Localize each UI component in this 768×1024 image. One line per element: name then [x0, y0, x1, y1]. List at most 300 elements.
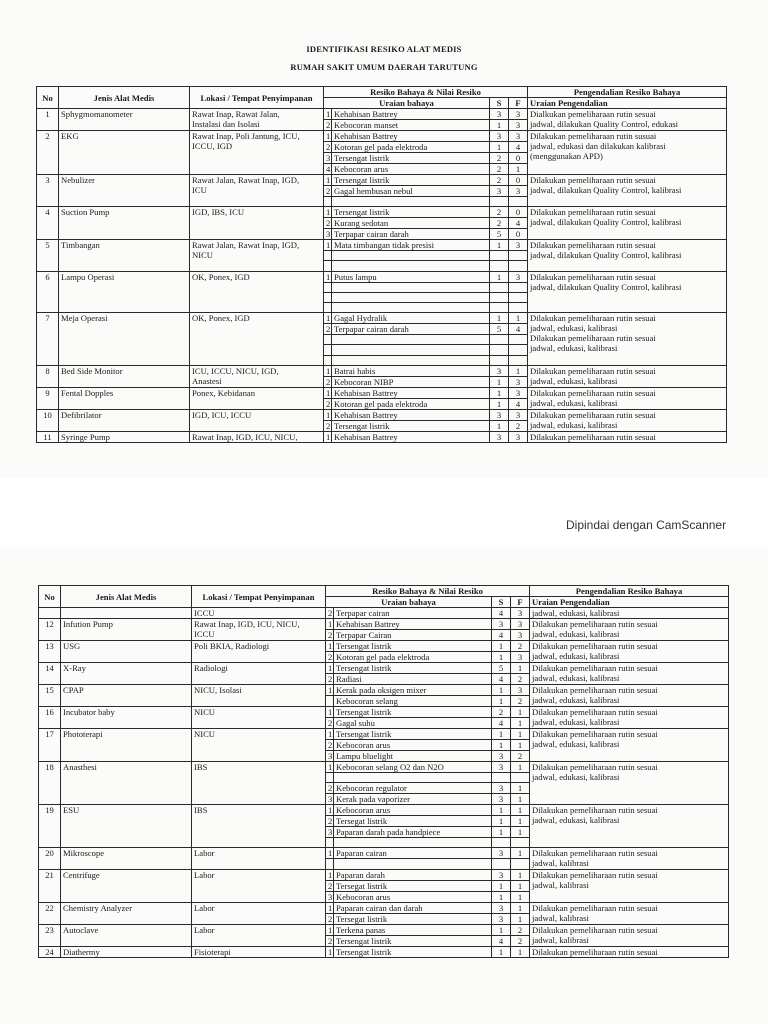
severity-value: 2 — [490, 175, 509, 186]
hazard-description: Kehabisan Battrey — [332, 409, 490, 420]
frequency-value: 0 — [509, 229, 528, 240]
hazard-description: Tersengat listrik — [334, 641, 492, 652]
frequency-value: 1 — [511, 718, 530, 729]
frequency-value: 1 — [511, 816, 530, 827]
control-description: Dilakukan pemeliharaan rutin sesuai — [528, 431, 727, 442]
hazard-index — [326, 696, 334, 707]
header-row — [37, 87, 727, 98]
location: Rawat Jalan, Rawat Inap, IGD, NICU — [190, 240, 324, 271]
control-description: Dialkukan pemeliharaan rutin sesuai jadwal, dilakukan Quality Control, edukasi — [528, 109, 727, 131]
row-number: 5 — [37, 240, 59, 271]
hazard-description: Kotoran gel pada elektroda — [334, 652, 492, 663]
frequency-value: 3 — [509, 431, 528, 442]
frequency-value — [509, 282, 528, 292]
frequency-value: 1 — [509, 365, 528, 376]
control-description: Dilakukan pemeliharaan rutin sesuai jadwal, edukasi, kalibrasi — [528, 365, 727, 387]
location: ICCU — [192, 608, 326, 619]
frequency-value — [509, 197, 528, 207]
hazard-index: 4 — [324, 164, 332, 175]
location: NICU — [192, 707, 326, 729]
hazard-description: Tersengat listrik — [332, 207, 490, 218]
device-name: Suction Pump — [59, 207, 190, 240]
table-row — [37, 109, 727, 120]
frequency-value: 3 — [509, 120, 528, 131]
column-header-no: No — [37, 87, 59, 109]
frequency-value: 1 — [511, 794, 530, 805]
frequency-value: 3 — [509, 186, 528, 197]
frequency-value: 3 — [511, 685, 530, 696]
hazard-description: Tersengat listrik — [332, 420, 490, 431]
hazard-description: Kehabisan Battrey — [334, 619, 492, 630]
frequency-value: 1 — [511, 891, 530, 902]
frequency-value: 3 — [511, 652, 530, 663]
location: IGD, IBS, ICU — [190, 207, 324, 240]
frequency-value: 0 — [509, 175, 528, 186]
hazard-index — [324, 282, 332, 292]
hazard-description: Tersengat listrik — [332, 153, 490, 164]
hazard-index: 1 — [324, 240, 332, 251]
severity-value: 5 — [490, 229, 509, 240]
hazard-index: 2 — [326, 652, 334, 663]
hazard-index — [324, 292, 332, 302]
row-number: 8 — [37, 365, 59, 387]
frequency-value: 1 — [509, 313, 528, 324]
hazard-index: 1 — [324, 313, 332, 324]
hazard-index: 1 — [324, 131, 332, 142]
hazard-description: Kurang sedotan — [332, 218, 490, 229]
hazard-description: Kerak pada oksigen mixer — [334, 685, 492, 696]
device-name: Mikroscope — [61, 848, 192, 869]
hazard-index: 1 — [326, 848, 334, 859]
column-header-jenis: Jenis Alat Medis — [61, 586, 192, 608]
table-row — [39, 869, 729, 880]
control-description: Dilakukan pemeliharaan rutin sesuai jadwal, kalibrasi — [530, 924, 729, 946]
location: Ponex, Kebidanan — [190, 387, 324, 409]
hazard-index: 3 — [324, 153, 332, 164]
control-description: Dilakukan pemeliharaan rutin sesuai jadwal, edukasi, kalibrasi — [530, 805, 729, 848]
hazard-description: Kebocoran selang O2 dan N2O — [334, 762, 492, 773]
hazard-description: Kebocoran selang — [334, 696, 492, 707]
column-header-f: F — [509, 98, 528, 109]
severity-value: 2 — [490, 164, 509, 175]
hazard-index — [324, 345, 332, 355]
row-number: 24 — [39, 946, 61, 957]
severity-value: 3 — [492, 783, 511, 794]
hazard-index: 1 — [326, 729, 334, 740]
hazard-description: Kotoran gel pada elektroda — [332, 398, 490, 409]
location: Labor — [192, 848, 326, 869]
column-header-f: F — [511, 597, 530, 608]
hazard-index: 1 — [326, 663, 334, 674]
severity-value: 4 — [492, 674, 511, 685]
risk-table-page-1 — [36, 86, 727, 443]
location: OK, Ponex, IGD — [190, 271, 324, 313]
hazard-index — [324, 335, 332, 345]
table-row — [37, 207, 727, 218]
hazard-index: 2 — [324, 218, 332, 229]
hazard-index: 3 — [324, 229, 332, 240]
severity-value: 1 — [490, 376, 509, 387]
row-number: 23 — [39, 924, 61, 946]
scan-page-2 — [0, 545, 768, 1024]
hazard-index: 2 — [326, 608, 334, 619]
hazard-description: Radiasi — [334, 674, 492, 685]
device-name: X-Ray — [61, 663, 192, 685]
frequency-value: 4 — [509, 324, 528, 335]
severity-value: 1 — [492, 729, 511, 740]
severity-value: 1 — [490, 271, 509, 282]
table-row — [39, 848, 729, 859]
control-description: Dilakukan pemeliharaan rutin sesuai jadwal, kalibrasi — [530, 848, 729, 869]
table-row — [39, 663, 729, 674]
hazard-description: Tersegat listrik — [334, 880, 492, 891]
severity-value: 1 — [492, 827, 511, 838]
frequency-value: 1 — [511, 707, 530, 718]
location: IBS — [192, 805, 326, 848]
hazard-description: Kehabisan Battrey — [332, 109, 490, 120]
control-description: Dilakukan pemeliharaan rutin sesuai jadwal, edukasi, kalibrasi — [528, 387, 727, 409]
row-number: 17 — [39, 729, 61, 762]
document-subtitle: RUMAH SAKIT UMUM DAERAH TARUTUNG — [290, 62, 478, 72]
hazard-description: Tersengat listrik — [334, 729, 492, 740]
header-row — [39, 586, 729, 597]
hazard-description: Kebocoran arus — [334, 805, 492, 816]
hazard-index: 2 — [324, 186, 332, 197]
column-header-pengendalian: Pengendalian Resiko Bahaya — [530, 586, 729, 597]
hazard-description: Mata timbangan tidak presisi — [332, 240, 490, 251]
hazard-description: Kehabisan Battrey — [332, 131, 490, 142]
control-description: Dilakukan pemeliharaan rutin sesuai jadwal, edukasi, kalibrasi — [530, 663, 729, 685]
table-row — [39, 805, 729, 816]
hazard-index: 2 — [324, 420, 332, 431]
device-name: Phototerapi — [61, 729, 192, 762]
device-name: Syringe Pump — [59, 431, 190, 442]
hazard-index — [326, 773, 334, 783]
device-name: Incubator baby — [61, 707, 192, 729]
device-name: Nebulizer — [59, 175, 190, 207]
hazard-description: Kotoran gel pada elektroda — [332, 142, 490, 153]
table-row — [37, 131, 727, 142]
severity-value: 1 — [490, 240, 509, 251]
hazard-description — [332, 335, 490, 345]
hazard-index: 1 — [326, 707, 334, 718]
severity-value — [490, 282, 509, 292]
hazard-index: 1 — [326, 946, 334, 957]
hazard-description: Terkena panas — [334, 924, 492, 935]
frequency-value — [511, 773, 530, 783]
hazard-index: 1 — [326, 869, 334, 880]
severity-value: 1 — [492, 652, 511, 663]
control-description: Dilakukan pemeliharaan rutin sesuai jadwal, edukasi, kalibrasi — [530, 619, 729, 641]
hazard-description: Paparan darah — [334, 869, 492, 880]
column-header-uraian-bahaya: Uraian bahaya — [326, 597, 492, 608]
hazard-description: Batrai habis — [332, 365, 490, 376]
hazard-description: Tersengat listrik — [332, 175, 490, 186]
hazard-description: Paparan cairan dan darah — [334, 902, 492, 913]
column-header-jenis: Jenis Alat Medis — [59, 87, 190, 109]
frequency-value: 2 — [511, 674, 530, 685]
severity-value: 1 — [490, 387, 509, 398]
row-number: 15 — [39, 685, 61, 707]
row-number: 13 — [39, 641, 61, 663]
severity-value: 4 — [492, 608, 511, 619]
hazard-index: 1 — [324, 409, 332, 420]
control-description: Dilakukan pemeliharaan rutin sesuai — [530, 946, 729, 957]
hazard-index: 3 — [326, 751, 334, 762]
frequency-value — [509, 261, 528, 271]
control-description: Dilakukan pemeliharaan rutin sesuai jadwal, kalibrasi — [530, 902, 729, 924]
frequency-value: 3 — [509, 109, 528, 120]
control-description: Dilakukan pemeliharaan rutin sesuai jadwal, dilakukan Quality Control, kalibrasi — [528, 271, 727, 313]
control-description: Dilakukan pemeliharaan rutin sesuai jadwal, edukasi, kalibrasi — [530, 707, 729, 729]
severity-value: 3 — [492, 913, 511, 924]
hazard-description: Paparan cairan — [334, 848, 492, 859]
severity-value: 3 — [490, 109, 509, 120]
hazard-index: 1 — [326, 641, 334, 652]
row-number — [39, 608, 61, 619]
table-row — [39, 608, 729, 619]
hazard-index: 2 — [326, 630, 334, 641]
severity-value — [490, 345, 509, 355]
frequency-value: 1 — [511, 869, 530, 880]
location: Rawat Inap, IGD, ICU, NICU, ICCU — [192, 619, 326, 641]
column-header-resiko: Resiko Bahaya & Nilai Resiko — [324, 87, 528, 98]
hazard-description: Gagal suhu — [334, 718, 492, 729]
column-header-resiko: Resiko Bahaya & Nilai Resiko — [326, 586, 530, 597]
row-number: 16 — [39, 707, 61, 729]
frequency-value: 1 — [511, 946, 530, 957]
severity-value: 5 — [490, 324, 509, 335]
column-header-uraian-pengendalian: Uraian Pengendalian — [530, 597, 729, 608]
severity-value: 3 — [490, 365, 509, 376]
frequency-value: 3 — [509, 240, 528, 251]
frequency-value: 4 — [509, 142, 528, 153]
hazard-description: Kebocoran regulator — [334, 783, 492, 794]
hazard-index — [324, 197, 332, 207]
severity-value: 3 — [490, 186, 509, 197]
hazard-description: Gagal hembusan nebul — [332, 186, 490, 197]
row-number: 9 — [37, 387, 59, 409]
location: Radiologi — [192, 663, 326, 685]
severity-value: 3 — [490, 431, 509, 442]
hazard-description — [334, 773, 492, 783]
hazard-description — [332, 197, 490, 207]
control-description: Dilakukan pemeliharaan rutin sesuai jadwal, edukasi, kalibrasi Dilakukan pemeliharaan rutin sesuai jadwal, edukasi, kalibrasi — [528, 313, 727, 366]
frequency-value: 1 — [511, 805, 530, 816]
column-header-pengendalian: Pengendalian Resiko Bahaya — [528, 87, 727, 98]
severity-value: 5 — [492, 663, 511, 674]
hazard-description: Kerak pada vaporizer — [334, 794, 492, 805]
hazard-description — [332, 302, 490, 312]
hazard-description — [332, 292, 490, 302]
control-description: Dilakukan pemeliharaan rutin sesuai jadwal, edukasi, kalibrasi — [530, 729, 729, 762]
frequency-value: 3 — [509, 271, 528, 282]
hazard-description: Tersengat listrik — [334, 946, 492, 957]
hazard-index: 3 — [326, 794, 334, 805]
severity-value — [492, 859, 511, 869]
frequency-value: 0 — [509, 153, 528, 164]
frequency-value: 1 — [511, 902, 530, 913]
frequency-value: 3 — [509, 376, 528, 387]
risk-table-page-2 — [38, 585, 729, 958]
hazard-index: 3 — [326, 827, 334, 838]
severity-value: 1 — [490, 313, 509, 324]
severity-value: 3 — [492, 902, 511, 913]
hazard-description — [334, 838, 492, 848]
severity-value: 4 — [492, 630, 511, 641]
table-row — [37, 313, 727, 324]
location: IBS — [192, 762, 326, 805]
frequency-value — [511, 838, 530, 848]
frequency-value: 3 — [511, 619, 530, 630]
device-name: Defibrilator — [59, 409, 190, 431]
severity-value: 1 — [492, 946, 511, 957]
severity-value: 3 — [490, 409, 509, 420]
location: NICU — [192, 729, 326, 762]
severity-value — [490, 197, 509, 207]
hazard-index: 1 — [326, 924, 334, 935]
hazard-index — [326, 838, 334, 848]
table-row — [39, 762, 729, 773]
severity-value: 4 — [492, 935, 511, 946]
device-name: USG — [61, 641, 192, 663]
hazard-index: 1 — [324, 431, 332, 442]
frequency-value: 2 — [511, 696, 530, 707]
hazard-index: 1 — [324, 175, 332, 186]
row-number: 12 — [39, 619, 61, 641]
frequency-value: 3 — [509, 409, 528, 420]
hazard-description: Kebocoran NIBP — [332, 376, 490, 387]
frequency-value: 1 — [511, 880, 530, 891]
column-header-lokasi: Lokasi / Tempat Penyimpanan — [192, 586, 326, 608]
device-name: ESU — [61, 805, 192, 848]
location: Poli BKIA, Radiologi — [192, 641, 326, 663]
frequency-value: 2 — [511, 751, 530, 762]
severity-value: 1 — [492, 816, 511, 827]
hazard-description: Kebocoran arus — [334, 891, 492, 902]
severity-value: 1 — [492, 696, 511, 707]
hazard-description: Tersengat listrik — [334, 707, 492, 718]
hazard-index: 3 — [326, 891, 334, 902]
table-row — [39, 946, 729, 957]
frequency-value: 2 — [509, 420, 528, 431]
hazard-description: Kehabisan Battrey — [332, 387, 490, 398]
table-row — [37, 431, 727, 442]
hazard-description — [332, 355, 490, 365]
column-header-s: S — [490, 98, 509, 109]
control-description: Dilakukan pemeliharaan rutin sesuai jadwal, edukasi, kalibrasi — [530, 685, 729, 707]
severity-value: 2 — [490, 207, 509, 218]
location: Labor — [192, 924, 326, 946]
severity-value — [490, 251, 509, 261]
hazard-index: 2 — [324, 398, 332, 409]
hazard-index: 1 — [324, 271, 332, 282]
frequency-value — [509, 355, 528, 365]
severity-value: 3 — [492, 762, 511, 773]
control-description: Dilakukan pemeliharaan rutin sesuai jadwal, kalibrasi — [530, 869, 729, 902]
hazard-description: Tersengat listrik — [334, 935, 492, 946]
hazard-description: Lampu bluelight — [334, 751, 492, 762]
severity-value: 1 — [492, 641, 511, 652]
device-name: Timbangan — [59, 240, 190, 271]
severity-value: 1 — [492, 805, 511, 816]
device-name: Fental Dopples — [59, 387, 190, 409]
severity-value: 1 — [492, 891, 511, 902]
severity-value — [490, 302, 509, 312]
control-description: Dilakukan pemeliharaan rutin sesuai jadwal, dilakukan Quality Control, kalibrasi — [528, 207, 727, 240]
table-row — [39, 902, 729, 913]
hazard-description: Terpapar cairan darah — [332, 324, 490, 335]
hazard-index: 1 — [324, 387, 332, 398]
severity-value: 1 — [490, 398, 509, 409]
frequency-value: 2 — [511, 924, 530, 935]
severity-value: 3 — [492, 619, 511, 630]
location: IGD, ICU, ICCU — [190, 409, 324, 431]
column-header-uraian-bahaya: Uraian bahaya — [324, 98, 490, 109]
severity-value: 1 — [492, 740, 511, 751]
control-description: Dilakukan pemeliharaan rutin susuai jadwal, edukasi dan dilakukan kalibrasi (menggunakan APD) — [528, 131, 727, 175]
hazard-description: Terpapar cairan — [334, 608, 492, 619]
hazard-description: Kebocoran arus — [332, 164, 490, 175]
device-name: Chemistry Analyzer — [61, 902, 192, 924]
hazard-index: 1 — [326, 685, 334, 696]
hazard-description — [332, 345, 490, 355]
column-header-s: S — [492, 597, 511, 608]
hazard-description — [332, 282, 490, 292]
device-name: Infution Pump — [61, 619, 192, 641]
hazard-index: 2 — [326, 718, 334, 729]
device-name: Centrifuge — [61, 869, 192, 902]
hazard-index — [324, 261, 332, 271]
row-number: 21 — [39, 869, 61, 902]
hazard-index: 2 — [324, 142, 332, 153]
hazard-index: 1 — [326, 762, 334, 773]
device-name — [61, 608, 192, 619]
frequency-value: 1 — [511, 848, 530, 859]
frequency-value: 0 — [509, 207, 528, 218]
control-description: Dilakukan pemeliharaan rutin sesuai jadwal, dilakukan Quality Control, kalibrasi — [528, 240, 727, 271]
row-number: 22 — [39, 902, 61, 924]
device-name: CPAP — [61, 685, 192, 707]
severity-value: 1 — [492, 685, 511, 696]
location: Rawat Jalan, Rawat Inap, IGD, ICU — [190, 175, 324, 207]
device-name: Autoclave — [61, 924, 192, 946]
hazard-description: Tersegat listrik — [334, 913, 492, 924]
hazard-description: Kebocoran manset — [332, 120, 490, 131]
frequency-value: 1 — [511, 913, 530, 924]
hazard-description: Paparan darah pada handpiece — [334, 827, 492, 838]
hazard-description: Tersengat listrik — [334, 663, 492, 674]
frequency-value: 1 — [509, 164, 528, 175]
table-row — [37, 365, 727, 376]
table-row — [39, 619, 729, 630]
severity-value: 1 — [490, 120, 509, 131]
location: NICU, Isolasi — [192, 685, 326, 707]
row-number: 18 — [39, 762, 61, 805]
location: Fisioterapi — [192, 946, 326, 957]
scan-page-1 — [0, 0, 768, 478]
frequency-value: 1 — [511, 729, 530, 740]
frequency-value — [509, 345, 528, 355]
frequency-value: 3 — [509, 131, 528, 142]
frequency-value: 4 — [509, 398, 528, 409]
row-number: 4 — [37, 207, 59, 240]
hazard-index: 2 — [324, 376, 332, 387]
frequency-value — [511, 859, 530, 869]
severity-value: 3 — [492, 848, 511, 859]
row-number: 10 — [37, 409, 59, 431]
hazard-index: 2 — [326, 674, 334, 685]
